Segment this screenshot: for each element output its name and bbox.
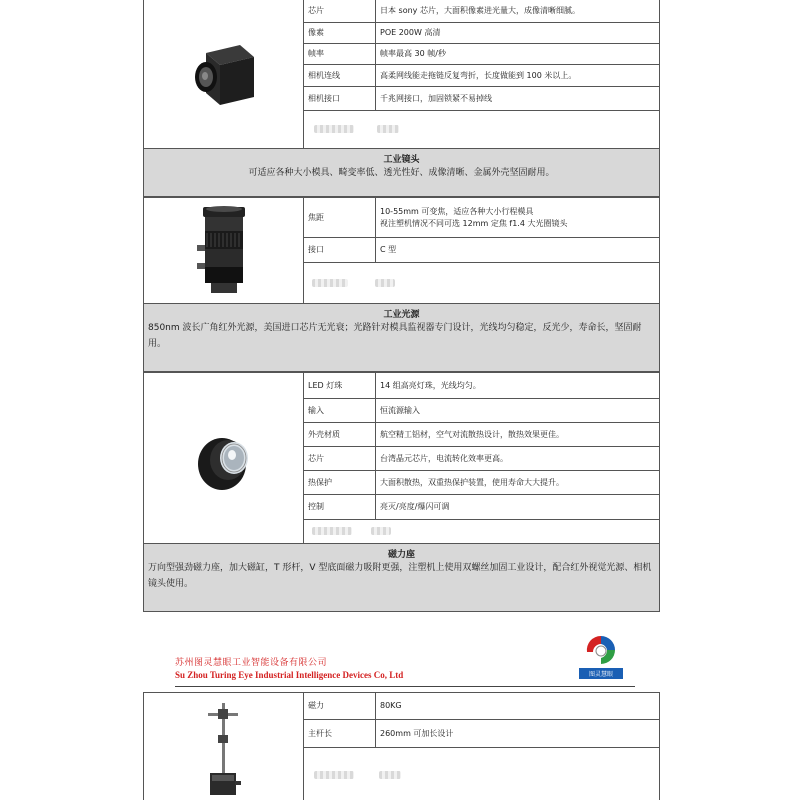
lens-table: [143, 197, 660, 304]
camera-value: 千兆网接口，加固锁紧不易掉线: [376, 87, 660, 111]
lens-value: C 型: [376, 238, 660, 263]
camera-table: [143, 0, 660, 149]
light-section-header: [143, 304, 660, 372]
stand-image: [144, 693, 304, 800]
light-key: 输入: [304, 399, 376, 423]
blurred-row: [304, 520, 660, 544]
header-rule: [175, 686, 635, 687]
lens-value-line: 10-55mm 可变焦，适应各种大小行程模具: [380, 206, 534, 216]
camera-key: 芯片: [304, 0, 376, 23]
camera-key: 像素: [304, 23, 376, 44]
light-key: LED 灯珠: [304, 373, 376, 399]
light-value: 大面积散热，双重热保护装置，使用寿命大大提升。: [376, 471, 660, 495]
lens-title: 工业镜头: [383, 155, 420, 165]
lens-key: 焦距: [304, 198, 376, 238]
stand-key: 磁力: [304, 693, 376, 720]
camera-value: 高柔网线能走拖链反复弯折，长度做能到 100 米以上。: [376, 65, 660, 87]
stand-title: 磁力座: [387, 550, 415, 560]
camera-key: 帧率: [304, 44, 376, 65]
stand-value: 80KG: [376, 693, 660, 720]
light-key: 外壳材质: [304, 423, 376, 447]
lens-section-header: [143, 149, 660, 197]
light-key: 控制: [304, 495, 376, 520]
camera-key: 相机接口: [304, 87, 376, 111]
light-key: 芯片: [304, 447, 376, 471]
blurred-row: [304, 263, 660, 304]
stand-section-header: [143, 544, 660, 612]
light-value: 航空精工铝材，空气对流散热设计，散热效果更佳。: [376, 423, 660, 447]
light-value: 台湾晶元芯片，电流转化效率更高。: [376, 447, 660, 471]
lens-value-line: 视注塑机情况不同可选 12mm 定焦 f1.4 大光圈镜头: [380, 218, 568, 228]
lens-value: [376, 198, 660, 238]
lens-key: 接口: [304, 238, 376, 263]
company-logo: [579, 632, 623, 679]
stand-value: 260mm 可加长设计: [376, 720, 660, 748]
lens-desc: 可适应各种大小模具、畸变率低、透光性好、成像清晰、金属外壳坚固耐用。: [248, 168, 555, 178]
logo-icon: [581, 632, 621, 666]
company-name-en: Su Zhou Turing Eye Industrial Intelligence Devices Co, Ltd: [175, 670, 404, 680]
company-name-cn: 苏州图灵慧眼工业智能设备有限公司: [175, 658, 328, 668]
light-table: [143, 372, 660, 544]
camera-value: 日本 sony 芯片，大面积像素进光量大，成像清晰细腻。: [376, 0, 660, 23]
stand-block: [143, 692, 660, 800]
stand-key: 主杆长: [304, 720, 376, 748]
camera-image: [144, 0, 304, 149]
logo-caption: 图灵慧眼: [579, 668, 623, 679]
lens-image: [144, 198, 304, 304]
light-value: 恒流源输入: [376, 399, 660, 423]
light-desc: 850nm 波长广角红外光源，美国进口芯片无光衰；光路针对模具监视器专门设计，光线均匀稳定，反光少，寿命长，坚固耐用。: [148, 323, 642, 349]
light-title: 工业光源: [383, 310, 420, 320]
stand-desc: 万向型强劲磁力座，加大磁缸，T 形杆，V 型底面磁力吸附更强，注塑机上使用双螺丝加固工业设计，配合红外视觉光源、相机镜头使用。: [148, 563, 652, 589]
blurred-row: [304, 748, 660, 800]
light-key: 热保护: [304, 471, 376, 495]
camera-key: 相机连线: [304, 65, 376, 87]
company-header: [175, 655, 403, 680]
light-value: 亮灭/亮度/爆闪可调: [376, 495, 660, 520]
stand-table: [143, 692, 660, 800]
spec-sheet: [143, 0, 660, 612]
light-value: 14 组高亮灯珠，光线均匀。: [376, 373, 660, 399]
camera-value: POE 200W 高清: [376, 23, 660, 44]
camera-value: 帧率最高 30 帧/秒: [376, 44, 660, 65]
blurred-row: [304, 111, 660, 149]
light-image: [144, 373, 304, 544]
